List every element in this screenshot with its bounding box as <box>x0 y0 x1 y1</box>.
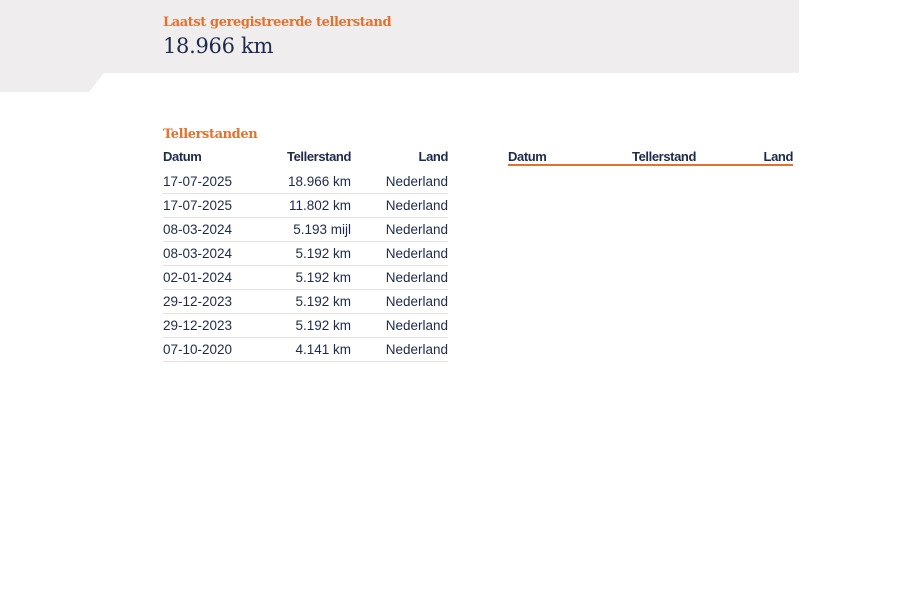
table-row <box>163 167 448 194</box>
column-header-date: Datum <box>163 150 258 167</box>
row-land: Nederland <box>351 194 448 218</box>
row-count: 5.193 mijl <box>258 218 351 242</box>
readings-title: Tellerstanden <box>163 127 258 142</box>
column-header-land: Land <box>351 150 448 167</box>
table-row <box>163 290 448 314</box>
column-header-count: Tellerstand <box>258 150 351 167</box>
row-date: 02-01-2024 <box>163 266 258 290</box>
summary-banner <box>0 0 799 92</box>
readings-table-left <box>163 150 448 362</box>
row-land: Nederland <box>351 242 448 266</box>
row-count: 5.192 km <box>258 290 351 314</box>
row-count: 11.802 km <box>258 194 351 218</box>
row-date: 17-07-2025 <box>163 167 258 194</box>
row-date: 08-03-2024 <box>163 218 258 242</box>
row-date: 29-12-2023 <box>163 314 258 338</box>
row-count: 4.141 km <box>258 338 351 362</box>
row-date: 07-10-2020 <box>163 338 258 362</box>
row-count: 5.192 km <box>258 266 351 290</box>
column-header-date: Datum <box>508 150 603 165</box>
column-header-land: Land <box>696 150 793 165</box>
table-row <box>163 314 448 338</box>
row-count: 5.192 km <box>258 314 351 338</box>
table-row <box>163 218 448 242</box>
row-land: Nederland <box>351 338 448 362</box>
table-row <box>163 242 448 266</box>
row-land: Nederland <box>351 266 448 290</box>
row-date: 17-07-2025 <box>163 194 258 218</box>
last-reading-label: Laatst geregistreerde tellerstand <box>163 15 392 30</box>
row-land: Nederland <box>351 290 448 314</box>
column-header-count: Tellerstand <box>603 150 696 165</box>
row-date: 08-03-2024 <box>163 242 258 266</box>
table-row <box>163 338 448 362</box>
row-land: Nederland <box>351 218 448 242</box>
row-land: Nederland <box>351 314 448 338</box>
table-header-row <box>163 150 448 167</box>
row-land: Nederland <box>351 167 448 194</box>
row-count: 18.966 km <box>258 167 351 194</box>
row-date: 29-12-2023 <box>163 290 258 314</box>
table-header-row <box>508 150 793 165</box>
readings-table-right <box>508 150 793 166</box>
table-row <box>163 266 448 290</box>
last-reading-value: 18.966 km <box>163 34 274 58</box>
table-row <box>163 194 448 218</box>
row-count: 5.192 km <box>258 242 351 266</box>
